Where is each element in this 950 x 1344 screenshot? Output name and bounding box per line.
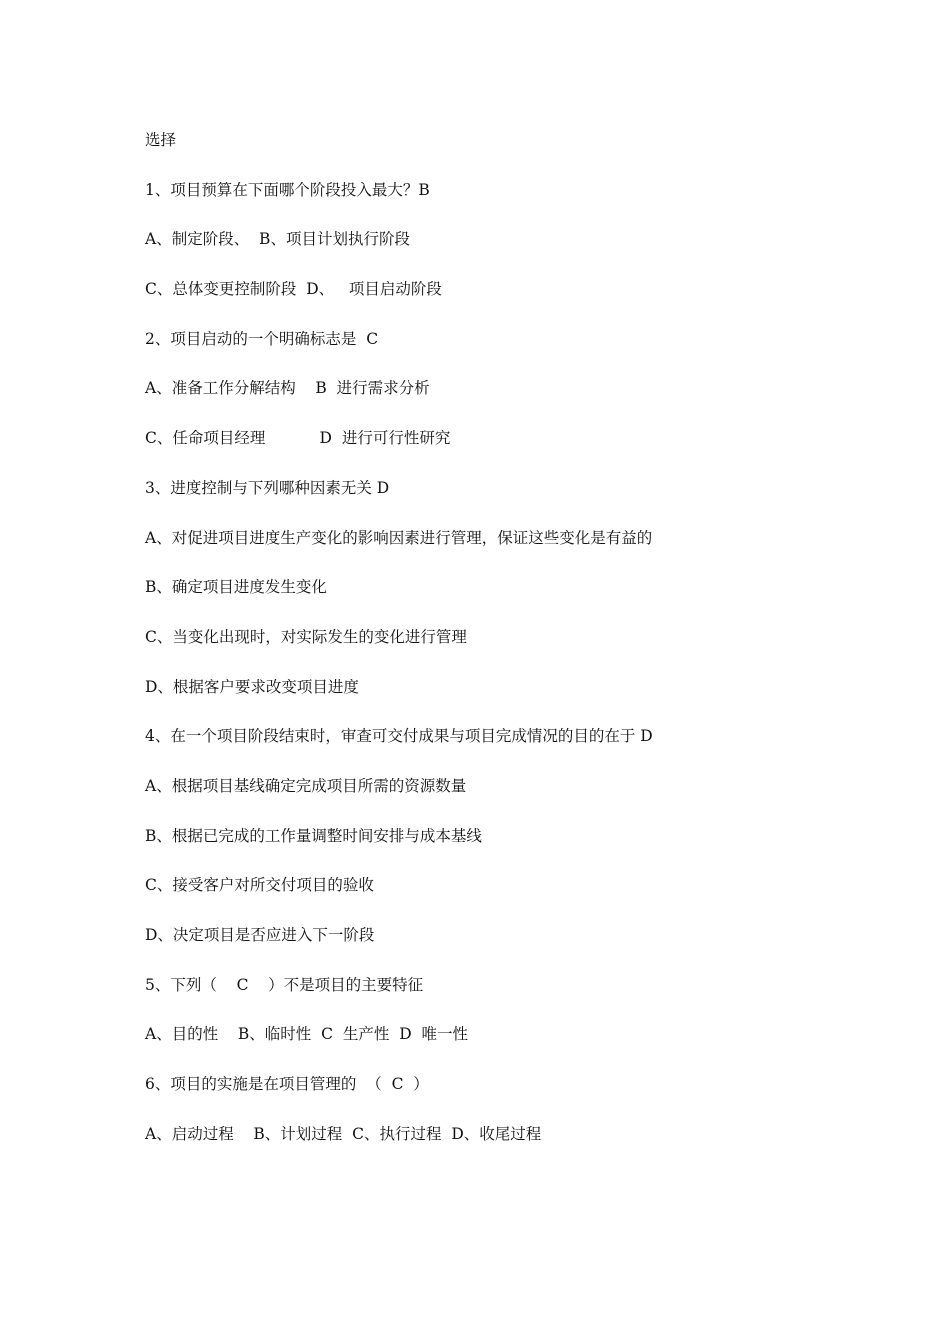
- section-heading: 选择: [145, 131, 177, 149]
- question-2-options-cd: C、任命项目经理 D 进行可行性研究: [145, 429, 451, 448]
- question-4-option-b: B、根据已完成的工作量调整时间安排与成本基线: [145, 826, 482, 845]
- question-4-option-c: C、接受客户对所交付项目的验收: [145, 876, 374, 895]
- question-4-option-a: A、根据项目基线确定完成项目所需的资源数量: [145, 776, 467, 795]
- document-body: [145, 129, 845, 1172]
- question-3-option-b: B、确定项目进度发生变化: [145, 578, 327, 597]
- question-4-option-d: D、决定项目是否应进入下一阶段: [145, 926, 375, 944]
- question-3-option-d: D、根据客户要求改变项目进度: [145, 677, 359, 696]
- question-1-options-cd: C、总体变更控制阶段 D、 项目启动阶段: [145, 280, 442, 299]
- question-3-option-a: A、对促进项目进度生产变化的影响因素进行管理，保证这些变化是有益的: [145, 528, 653, 547]
- question-1: 1、项目预算在下面哪个阶段投入最大？B: [145, 180, 430, 199]
- question-2: 2、项目启动的一个明确标志是 C: [145, 329, 379, 348]
- question-3-option-c: C、当变化出现时，对实际发生的变化进行管理: [145, 627, 467, 646]
- question-2-options-ab: A、准备工作分解结构 B 进行需求分析: [145, 379, 430, 398]
- question-3: 3、进度控制与下列哪种因素无关 D: [145, 478, 390, 497]
- question-4: 4、在一个项目阶段结束时，审查可交付成果与项目完成情况的目的在于 D: [145, 727, 653, 746]
- question-1-options-ab: A、制定阶段、 B、项目计划执行阶段: [145, 230, 410, 249]
- question-6-options: A、启动过程 B、计划过程 C、执行过程 D、收尾过程: [145, 1124, 542, 1143]
- question-5: 5、下列（ C ）不是项目的主要特征: [145, 975, 424, 994]
- question-5-options: A、目的性 B、临时性 C 生产性 D 唯一性: [145, 1025, 468, 1044]
- question-6: 6、项目的实施是在项目管理的 （ C ）: [145, 1075, 429, 1094]
